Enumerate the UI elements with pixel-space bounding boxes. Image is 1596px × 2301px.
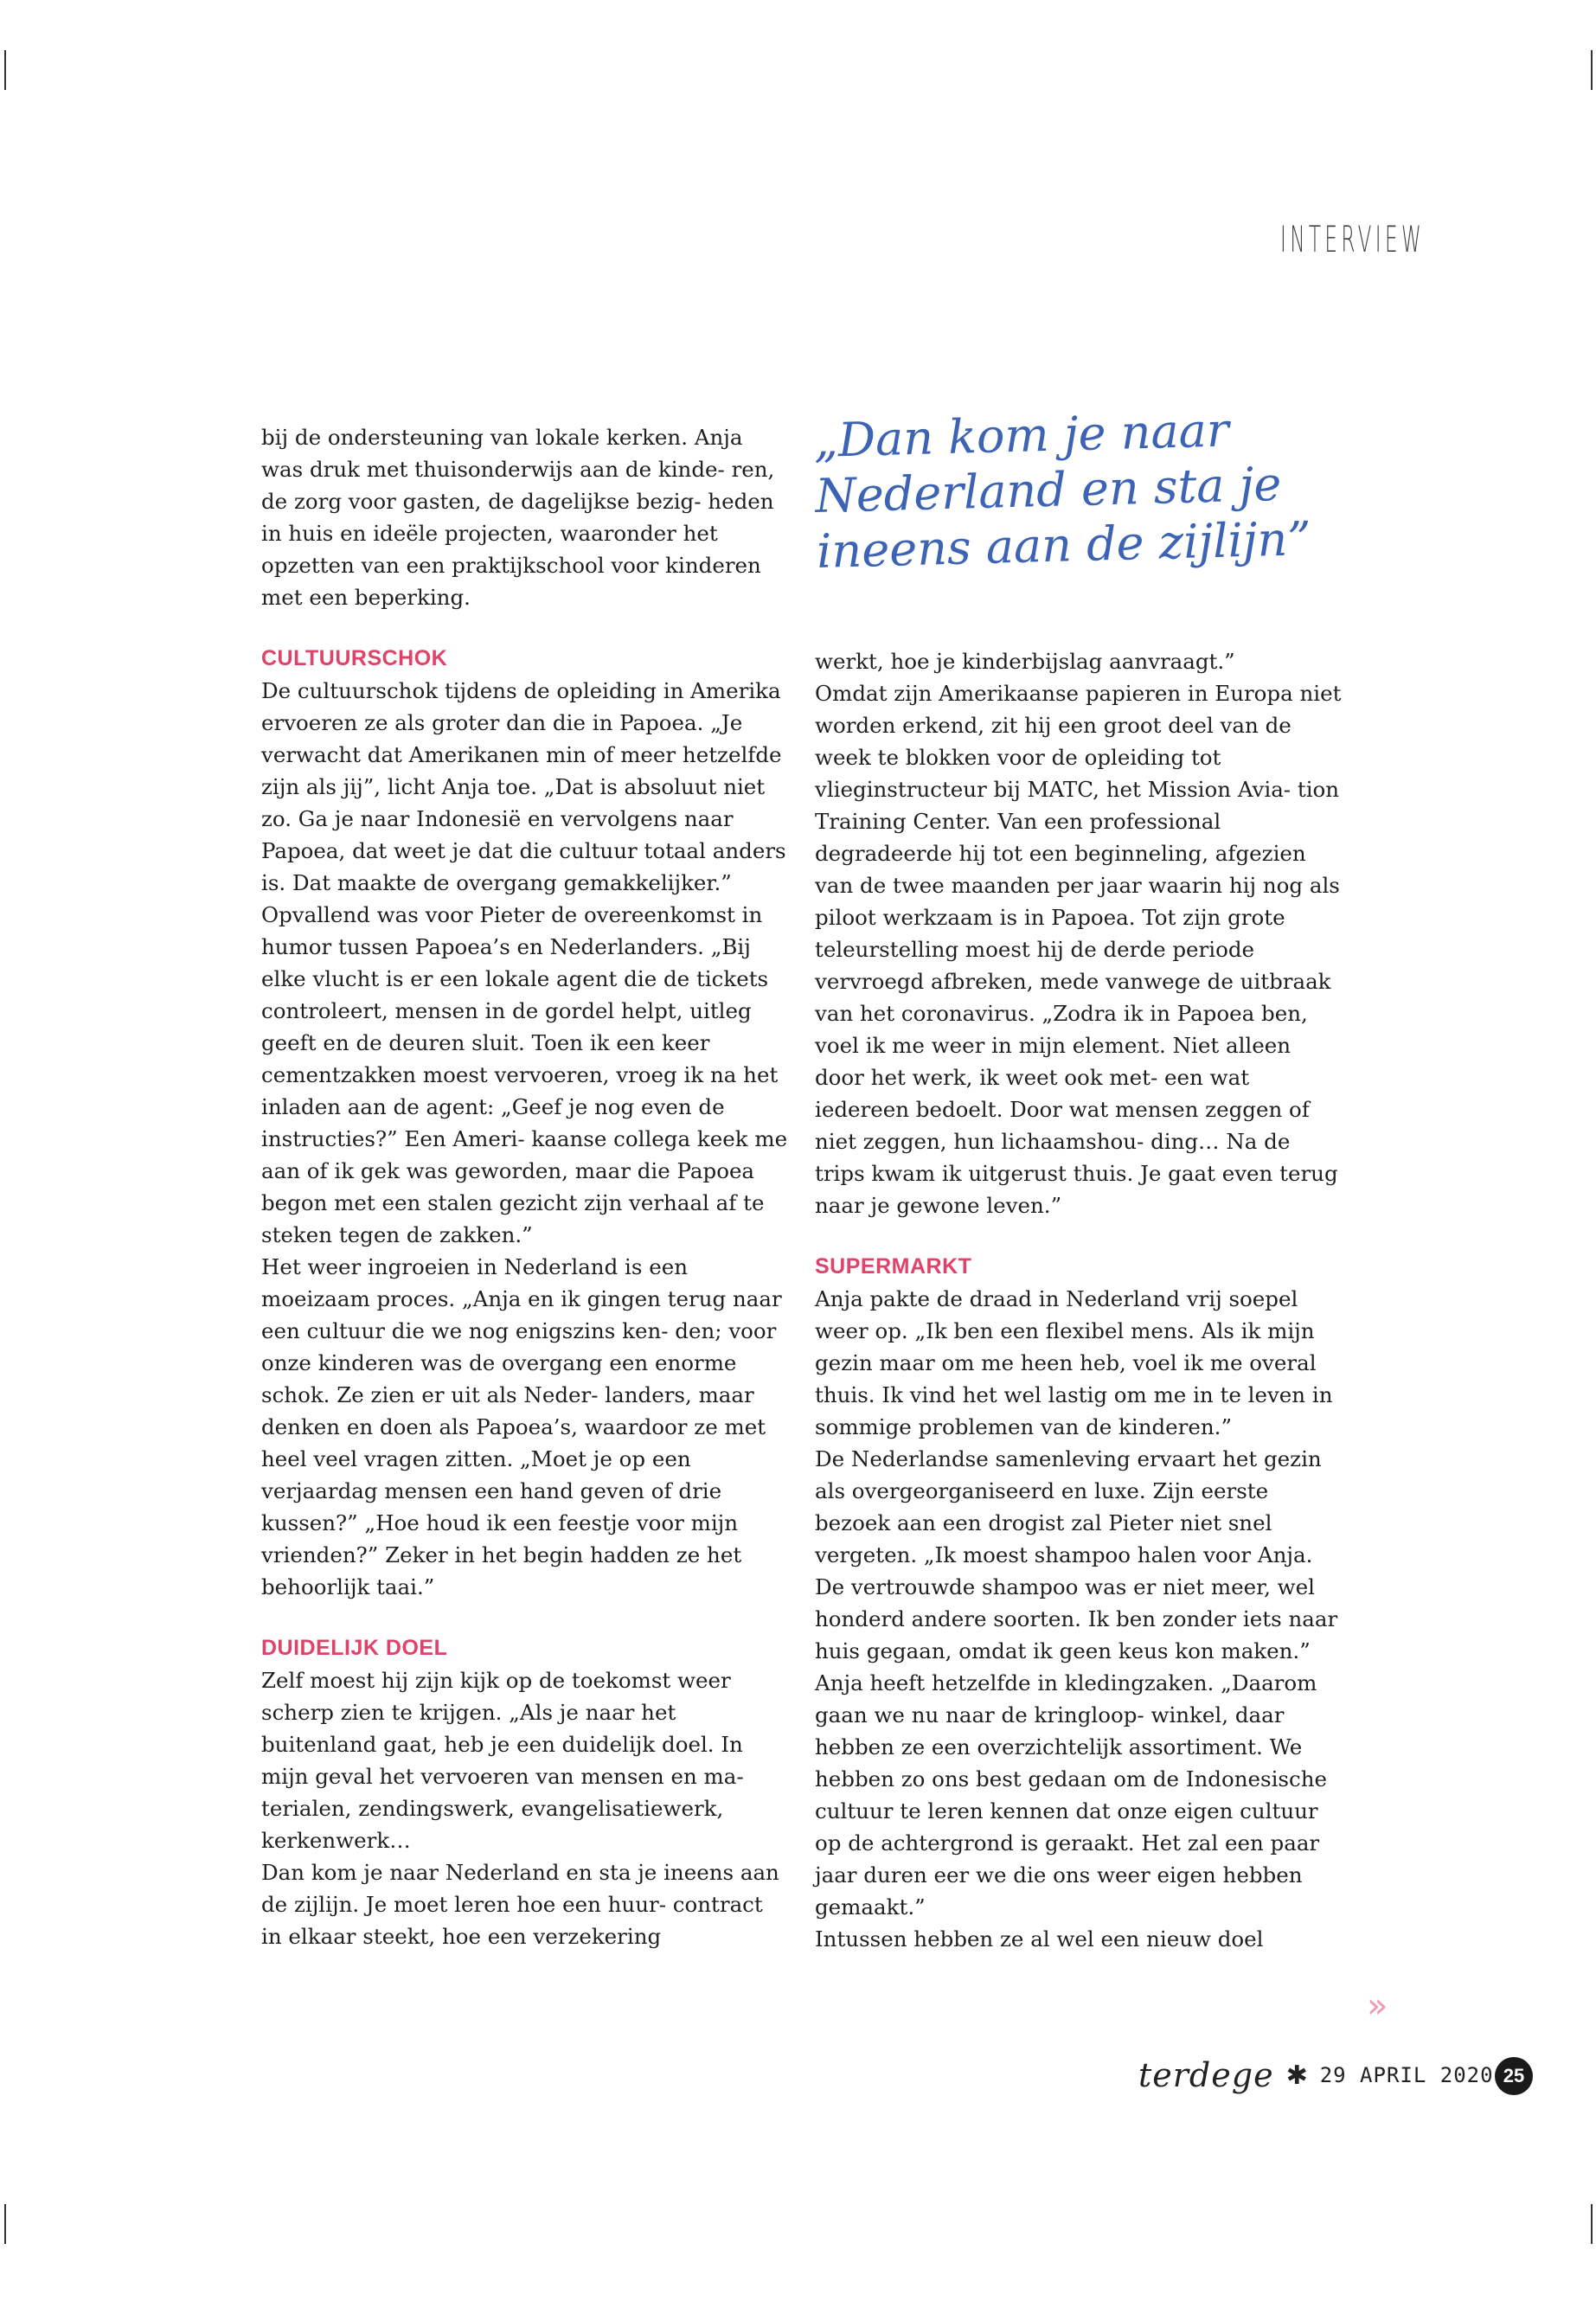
body-paragraph: De Nederlandse samenleving ervaart het gezin als overgeorganiseerd en luxe. Zijn eerste bezoek aan een drogist zal Pieter niet snel vergeten. „Ik moest shampoo halen voor Anja. De vertrouwde shampoo was er niet meer, wel honderd andere soorten. Ik ben zonder iets naar huis gegaan, omdat ik geen keus kon maken.” — [815, 1446, 1338, 1663]
crop-mark-top-left — [4, 50, 6, 90]
body-paragraph: Opvallend was voor Pieter de overeenkomst in humor tussen Papoea’s en Nederlanders. „Bij elke vlucht is er een lokale agent die de tickets controleert, mensen in de gordel helpt, uitleg geeft en de deuren sluit. Toen ik een keer cementzakken moest vervoeren, vroeg ik na het inladen aan de agent: „Geef je nog even de instructies?” Een Ameri- kaanse collega keek me aan of ik gek was geworden, maar die Papoea begon met een stalen gezicht zijn verhaal af te steken tegen de zakken.” — [261, 902, 788, 1247]
body-paragraph: Anja pakte de draad in Nederland vrij soepel weer op. „Ik ben een flexibel mens. Als ik mijn gezin maar om me heen heb, voel ik me overal thuis. Ik vind het wel lastig om me in te leven in sommige problemen van de kinderen.” — [815, 1286, 1333, 1439]
brand-logo: terdege — [1138, 2056, 1274, 2094]
body-paragraph: Omdat zijn Amerikaanse papieren in Europa niet worden erkend, zit hij een groot deel van de week te blokken voor de opleiding tot vlieginstructeur bij MATC, het Mission Avia- tion Training Center. Van een professional degradeerde hij tot een beginneling, afgezien van de twee maanden per jaar waarin hij nog als piloot werkzaam is in Papoea. Tot zijn grote teleurstelling moest hij de derde periode vervroegd afbreken, mede vanwege de uitbraak van het coronavirus. „Zodra ik in Papoea ben, voel ik me weer in mijn element. Niet alleen door het werk, ik weet ook met- een wat iedereen bedoelt. Door wat mensen zeggen of niet zeggen, hun lichaamshou- ding… Na de trips kwam ik uitgerust thuis. Je gaat even terug naar je gewone leven.” — [815, 681, 1342, 1218]
crop-mark-bottom-left — [4, 2204, 6, 2244]
double-chevron-right-icon: » — [1367, 1986, 1385, 2026]
left-column — [261, 421, 789, 1952]
heading-supermarkt: SUPERMARKT — [815, 1254, 972, 1279]
asterisk-icon: ✱ — [1285, 2060, 1308, 2091]
pull-quote: „Dan kom je naar Nederland en sta je ineens aan de zijlijn” — [813, 402, 1312, 579]
body-paragraph: Zelf moest hij zijn kijk op de toekomst weer scherp zien te krijgen. „Als je naar het buitenland gaat, heb je een duidelijk doel. In mijn geval het vervoeren van mensen en ma- terialen, zendingswerk, evangelisatiewerk, kerkenwerk… — [261, 1668, 744, 1853]
crop-mark-bottom-right — [1591, 2204, 1593, 2244]
body-paragraph: Anja heeft hetzelfde in kledingzaken. „Daarom gaan we nu naar de kringloop- winkel, daar hebben ze een overzichtelijk assortiment. We hebben zo ons best gedaan om de Indonesische cultuur te leren kennen dat onze eigen cultuur op de achtergrond is geraakt. Het zal een paar jaar duren eer we die ons weer eigen hebben gemaakt.” — [815, 1670, 1327, 1920]
issue-date: 29 APRIL 2020 — [1319, 2063, 1494, 2087]
heading-cultuurschok: CULTUURSCHOK — [261, 646, 448, 670]
crop-mark-top-right — [1591, 50, 1593, 90]
footer — [1138, 2054, 1494, 2097]
body-paragraph: Intussen hebben ze al wel een nieuw doel — [815, 1926, 1264, 1952]
heading-duidelijk-doel: DUIDELIJK DOEL — [261, 1636, 448, 1660]
page-number: 25 — [1495, 2057, 1533, 2095]
section-label: INTERVIEW — [1280, 218, 1426, 260]
intro-paragraph: bij de ondersteuning van lokale kerken. Anja was druk met thuisonderwijs aan de kinde- ren, de zorg voor gasten, de dagelijkse bezig- heden in huis en ideële projecten, waaronder het opzetten van een praktijkschool voor kinderen met een beperking. — [261, 425, 775, 610]
right-column — [815, 645, 1343, 1955]
body-paragraph: De cultuurschok tijdens de opleiding in Amerika ervoeren ze als groter dan die in Papoea. „Je verwacht dat Amerikanen min of meer hetzelfde zijn als jij”, licht Anja toe. „Dat is absoluut niet zo. Ga je naar Indonesië en vervolgens naar Papoea, dat weet je dat die cultuur totaal anders is. Dat maakte de overgang gemakkelijker.” — [261, 678, 786, 895]
body-paragraph: werkt, hoe je kinderbijslag aanvraagt.” — [815, 649, 1235, 674]
body-paragraph: Dan kom je naar Nederland en sta je ineens aan de zijlijn. Je moet leren hoe een huur- contract in elkaar steekt, hoe een verzekering — [261, 1860, 779, 1949]
body-paragraph: Het weer ingroeien in Nederland is een moeizaam proces. „Anja en ik gingen terug naar een cultuur die we nog enigszins ken- den; voor onze kinderen was de overgang een enorme schok. Ze zien er uit als Neder- landers, maar denken en doen als Papoea’s, waardoor ze met heel veel vragen zitten. „Moet je op een verjaardag mensen een hand geven of drie kussen?” „Hoe houd ik een feestje voor mijn vrienden?” Zeker in het begin hadden ze het behoorlijk taai.” — [261, 1254, 782, 1599]
